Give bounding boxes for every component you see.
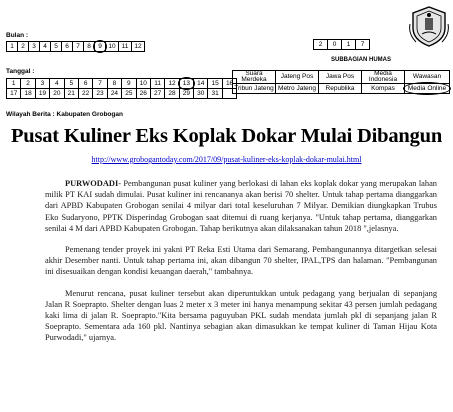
- media-cell: Jawa Pos: [319, 71, 362, 84]
- date-cell: 8: [107, 79, 121, 89]
- year-digit: 2: [314, 40, 328, 50]
- month-cell: 11: [119, 42, 132, 52]
- date-cell: 2: [21, 79, 35, 89]
- date-cell: 31: [208, 89, 222, 99]
- date-cell: 14: [194, 79, 208, 89]
- tanggal-label: Tanggal :: [6, 68, 35, 75]
- article-paragraph: Pemenang tender proyek ini yakni PT Reka Esti Utama dari Semarang. Pembangunannya ditargetkan selesai akhir Desember nanti. Untuk tahap pertama ini, akan dibangun 70 shelter, IPAL,TPS dan halaman. "Pembangunan ini disesuaikan dengan kondisi keuangan daerah," tambahnya.: [45, 245, 437, 277]
- date-cell: 24: [107, 89, 121, 99]
- date-cell: 20: [50, 89, 64, 99]
- media-cell: Kompas: [362, 84, 405, 94]
- date-cell: 1: [7, 79, 21, 89]
- media-cell: Media Indonesia: [362, 71, 405, 84]
- subbagian-label: SUBBAGIAN HUMAS: [331, 57, 391, 63]
- wilayah-berita: Wilayah Berita : Kabupaten Grobogan: [6, 111, 123, 118]
- month-cell: 12: [132, 42, 145, 52]
- article-paragraph: Menurut rencana, pusat kuliner tersebut akan diperuntukkan untuk pedagang yang berjualan di sepanjang Jalan R Soeprapto. Shelter dengan luas 2 meter x 3 meter ini hanya menampung sekitar 43 persen jumlah pedagang kaki lima di jalan R. Soeprapto."Kita bersama paguyuban PKL sudah mendata jumlah pkl di sepanjang jalan R Soeprapto. Sementara ada 160 pkl. Nantinya sebagian akan dimasukkan ke tempat kuliner di Taman Hijau Kota Purwodadi," ujarnya.: [45, 288, 437, 343]
- date-cell: 10: [136, 79, 150, 89]
- date-cell: 23: [93, 89, 107, 99]
- date-cell: 11: [150, 79, 164, 89]
- date-cell-selected: 13: [179, 79, 193, 89]
- date-cell: 3: [35, 79, 49, 89]
- date-cell: 21: [64, 89, 78, 99]
- bulan-grid: [6, 41, 145, 52]
- article-body: [45, 178, 437, 354]
- date-cell: 15: [208, 79, 222, 89]
- month-cell: 1: [7, 42, 18, 52]
- date-cell: 16: [222, 79, 236, 89]
- date-cell: 26: [136, 89, 150, 99]
- date-cell: 9: [122, 79, 136, 89]
- date-cell: 18: [21, 89, 35, 99]
- media-cell-selected: Media Online: [405, 84, 450, 94]
- month-cell-selected: 9: [95, 42, 106, 52]
- date-cell: 7: [93, 79, 107, 89]
- date-cell: 12: [165, 79, 179, 89]
- year-digit: 0: [328, 40, 342, 50]
- date-cell: 30: [194, 89, 208, 99]
- media-grid: [232, 70, 450, 94]
- date-cell: 6: [78, 79, 92, 89]
- month-cell: 3: [29, 42, 40, 52]
- date-cell: 25: [122, 89, 136, 99]
- date-cell: 5: [64, 79, 78, 89]
- article-source-link[interactable]: http://www.grobogantoday.com/2017/09/pusat-kuliner-eks-koplak-dokar-mulai.html: [91, 155, 362, 164]
- media-cell: Wawasan: [405, 71, 450, 84]
- date-cell: 27: [150, 89, 164, 99]
- month-cell: 6: [62, 42, 73, 52]
- month-cell: 5: [51, 42, 62, 52]
- article-paragraph-text: - Pembangunan pusat kuliner yang berlokasi di lahan eks koplak dokar yang merupakan lahan milik PT KAI sudah dimulai. Pusat kuliner ini rencananya akan berisi 70 shelter. Untuk tahap pertama dianggarkan dari APBD Kabupaten Grobogan senilai 4 milyar dari total keseluruhan 7 Milyar. Demikian diungkapkan Trubus Eko Sudaryono, PPTK Disperindag Grobogan saat ditemui di ruang kerjanya. "Untuk tahap pertama, dianggarkan senilai 4 M dari APBD Kabupaten Grobogan. Tahap berikutnya akan dilaksanakan tahun 2018 ",jelasnya.: [45, 179, 437, 233]
- date-cell: 17: [7, 89, 21, 99]
- month-cell: 8: [84, 42, 95, 52]
- bulan-label: Bulan :: [6, 32, 29, 39]
- date-cell: 28: [165, 89, 179, 99]
- year-grid: [313, 39, 370, 50]
- date-cell: 4: [50, 79, 64, 89]
- article-headline: Pusat Kuliner Eks Koplak Dokar Mulai Dibangun: [10, 125, 443, 147]
- year-digit: 1: [342, 40, 356, 50]
- media-cell: Republika: [319, 84, 362, 94]
- year-digit: 7: [356, 40, 370, 50]
- date-cell: 19: [35, 89, 49, 99]
- article-dateline: PURWODADI: [65, 179, 119, 188]
- date-cell: 22: [78, 89, 92, 99]
- month-cell: 2: [18, 42, 29, 52]
- media-cell: Suara Merdeka: [233, 71, 276, 84]
- month-cell: 4: [40, 42, 51, 52]
- regency-emblem-icon: [408, 4, 450, 48]
- article-paragraph: [45, 178, 437, 234]
- tanggal-grid: [6, 78, 237, 99]
- month-cell: 10: [106, 42, 119, 52]
- date-cell: 29: [179, 89, 193, 99]
- media-cell: Jateng Pos: [276, 71, 319, 84]
- media-cell: Tribun Jateng: [234, 84, 274, 92]
- media-cell: Metro Jateng: [276, 84, 319, 94]
- month-cell: 7: [73, 42, 84, 52]
